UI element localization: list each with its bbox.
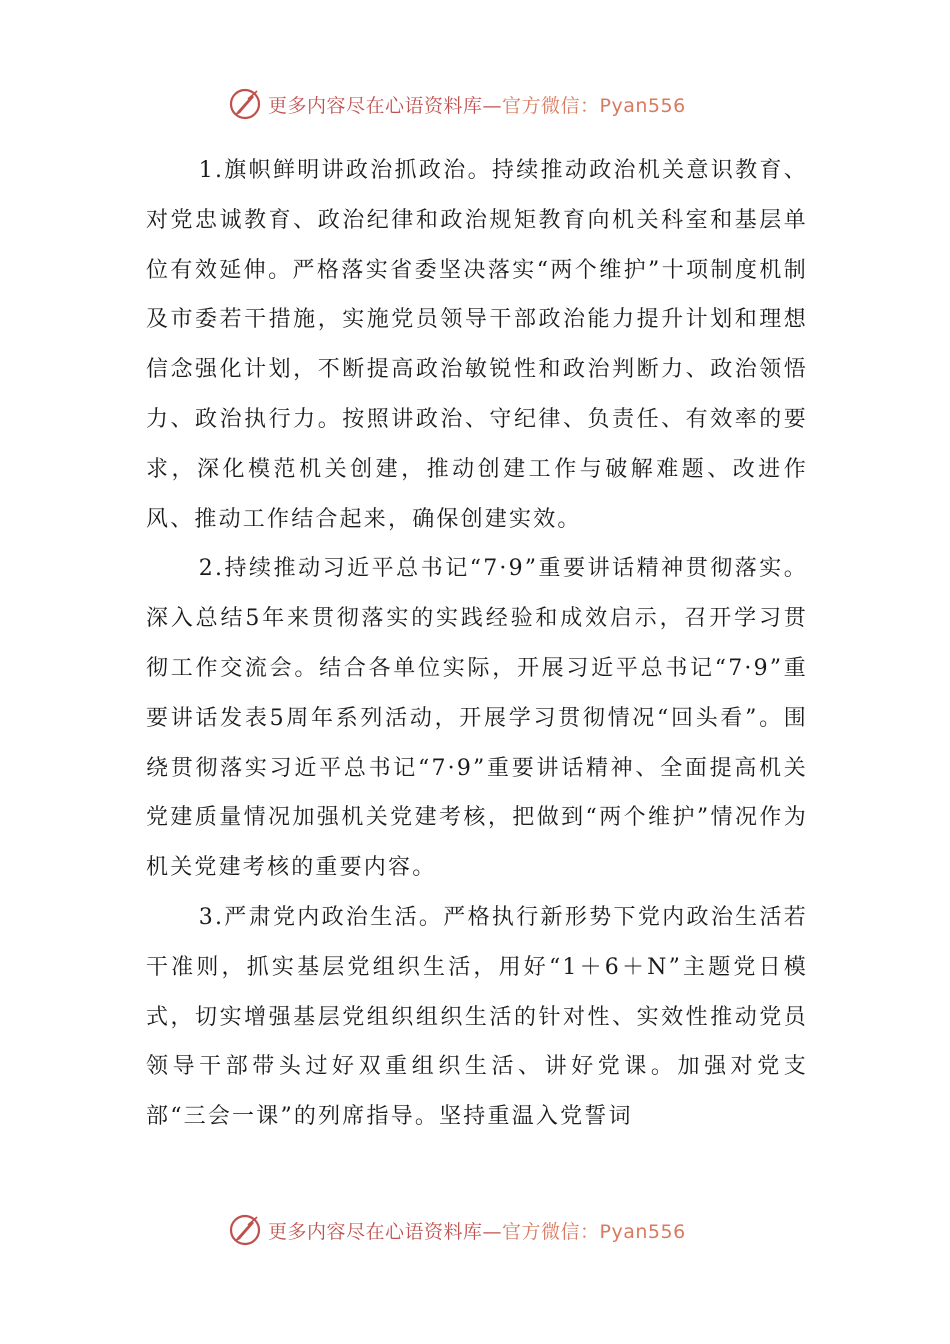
watermark-contact: 官方微信：Pyan556 bbox=[502, 1220, 686, 1243]
header-watermark bbox=[228, 84, 748, 124]
paragraph-3: 3.严肃党内政治生活。严格执行新形势下党内政治生活若干准则，抓实基层党组织生活，用好“1＋6＋N”主题党日模式，切实增强基层党组织组织生活的针对性、实效性推动党员领导干部带头过好双重组织生活、讲好党课。加强对党支部“三会一课”的列席指导。坚持重温入党誓词 bbox=[146, 904, 808, 1130]
quill-logo-icon bbox=[228, 1213, 262, 1247]
paragraph-2: 2.持续推动习近平总书记“7·9”重要讲话精神贯彻落实。深入总结5年来贯彻落实的实践经验和成效启示，召开学习贯彻工作交流会。结合各单位实际，开展习近平总书记“7·9”重要讲话发表5周年系列活动，开展学习贯彻情况“回头看”。围绕贯彻落实习近平总书记“7·9”重要讲话精神、全面提高机关党建质量情况加强机关党建考核，把做到“两个维护”情况作为机关党建考核的重要内容。 bbox=[146, 556, 808, 881]
watermark-text: 更多内容尽在心语资料库— bbox=[268, 94, 503, 117]
quill-logo-icon bbox=[228, 87, 262, 121]
paragraph-1: 1.旗帜鲜明讲政治抓政治。持续推动政治机关意识教育、对党忠诚教育、政治纪律和政治规矩教育向机关科室和基层单位有效延伸。严格落实省委坚决落实“两个维护”十项制度机制及市委若干措施，实施党员领导干部政治能力提升计划和理想信念强化计划，不断提高政治敏锐性和政治判断力、政治领悟力、政治执行力。按照讲政治、守纪律、负责任、有效率的要求，深化模范机关创建，推动创建工作与破解难题、改进作风、推动工作结合起来，确保创建实效。 bbox=[146, 158, 808, 532]
watermark-text: 更多内容尽在心语资料库— bbox=[268, 1220, 503, 1243]
watermark-contact: 官方微信：Pyan556 bbox=[502, 94, 686, 117]
footer-watermark bbox=[228, 1210, 748, 1250]
document-body bbox=[146, 146, 808, 1196]
